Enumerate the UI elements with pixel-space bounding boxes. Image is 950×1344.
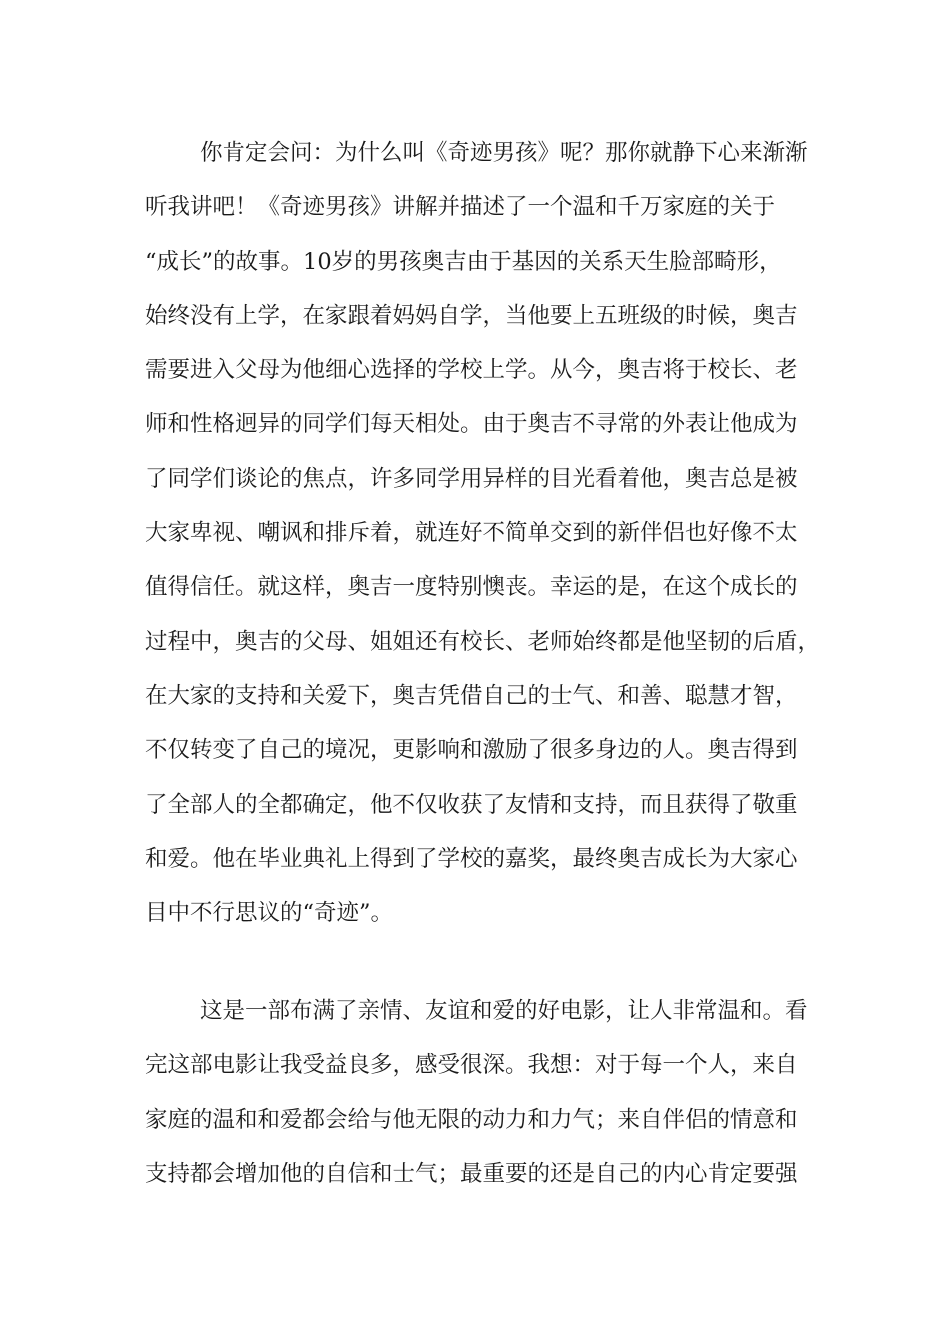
paragraph-line: 了同学们谈论的焦点，许多同学用异样的目光看着他，奥吉总是被 [145,465,798,492]
paragraph-line: 家庭的温和和爱都会给与他无限的动力和力气；来自伴侣的情意和 [145,1106,798,1133]
paragraph-line: 不仅转变了自己的境况，更影响和激励了很多身边的人。奥吉得到 [145,737,798,764]
paragraph-line: 了全部人的全都确定，他不仅收获了友情和支持，而且获得了敬重 [145,791,798,818]
paragraph-line: 需要进入父母为他细心选择的学校上学。从今，奥吉将于校长、老 [145,357,798,384]
paragraph-line: 这是一部布满了亲情、友谊和爱的好电影，让人非常温和。看 [200,998,808,1024]
paragraph-line: “成长”的故事。10岁的男孩奥吉由于基因的关系天生脸部畸形， [145,248,782,275]
paragraph-2 [145,984,825,1201]
paragraph-line: 值得信任。就这样，奥吉一度特别懊丧。幸运的是，在这个成长的 [145,574,798,601]
paragraph-line: 支持都会增加他的自信和士气；最重要的还是自己的内心肯定要强 [145,1160,798,1187]
paragraph-line: 目中不行思议的“奇迹”。 [145,900,394,927]
paragraph-1 [145,126,825,940]
paragraph-line: 你肯定会问：为什么叫《奇迹男孩》呢？那你就静下心来渐渐 [200,140,808,166]
paragraph-line: 师和性格迥异的同学们每天相处。由于奥吉不寻常的外表让他成为 [145,411,798,438]
paragraph-line: 大家卑视、嘲讽和排斥着，就连好不简单交到的新伴侣也好像不太 [145,520,798,547]
paragraph-line: 听我讲吧！《奇迹男孩》讲解并描述了一个温和千万家庭的关于 [145,194,776,221]
paragraph-line: 过程中，奥吉的父母、姐姐还有校长、老师始终都是他坚韧的后盾， [145,628,821,655]
paragraph-line: 在大家的支持和关爱下，奥吉凭借自己的士气、和善、聪慧才智， [145,682,798,709]
paragraph-line: 始终没有上学，在家跟着妈妈自学，当他要上五班级的时候，奥吉 [145,302,798,329]
paragraph-line: 和爱。他在毕业典礼上得到了学校的嘉奖，最终奥吉成长为大家心 [145,845,798,872]
paragraph-line: 完这部电影让我受益良多，感受很深。我想：对于每一个人，来自 [145,1052,798,1079]
